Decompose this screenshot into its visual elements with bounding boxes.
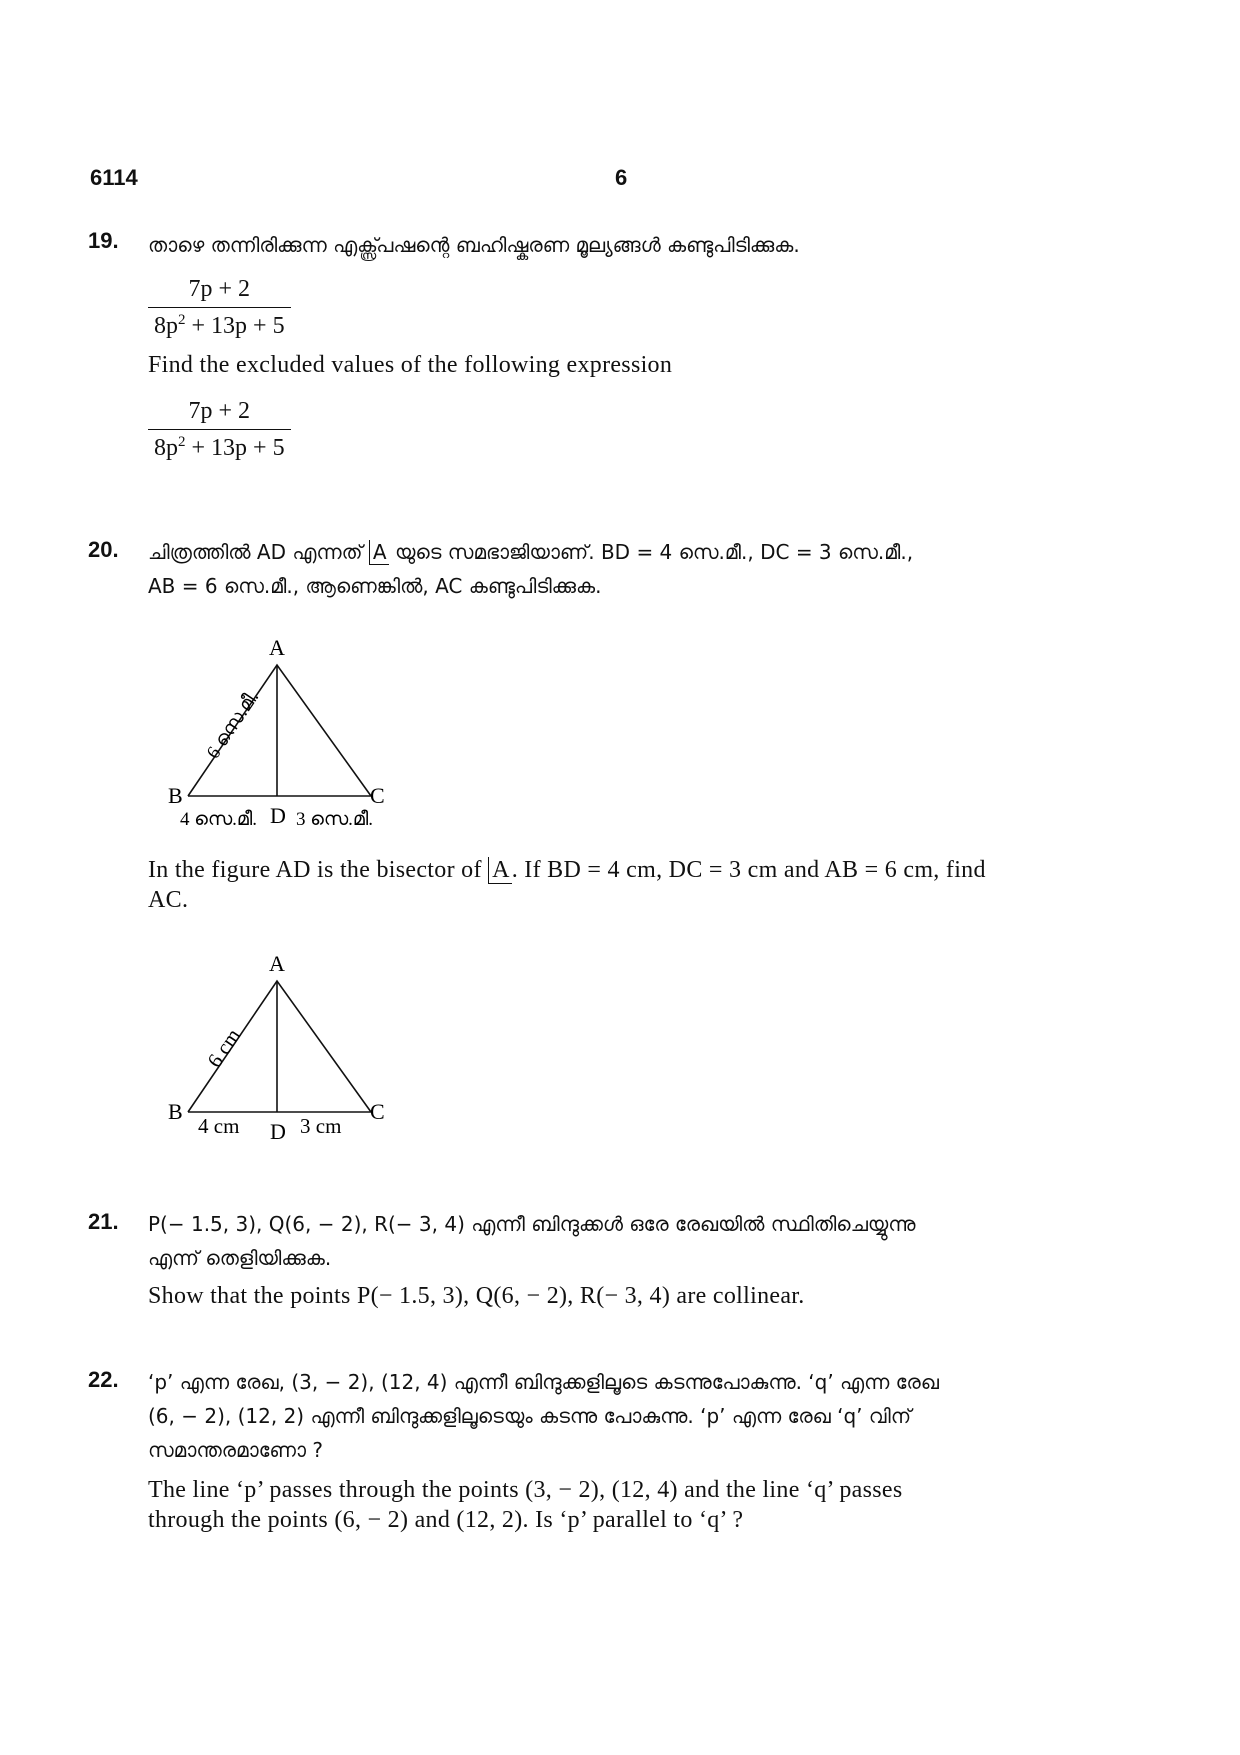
- question-22: [88, 1365, 1100, 1545]
- question-number: 20.: [88, 537, 119, 562]
- question-19: [88, 228, 1100, 478]
- question-text-ml: P(− 1.5, 3), Q(6, − 2), R(− 3, 4) എന്നീ ബിന്ദുക്കൾ ഒരേ രേഖയിൽ സ്ഥിതിചെയ്യുന്നു എന്ന് തെളിയിക്കുക.: [148, 1212, 916, 1270]
- vertex-c: C: [370, 783, 385, 808]
- question-text-en: In the figure AD is the bisector of A. If BD = 4 cm, DC = 3 cm and AB = 6 cm, find AC.: [148, 857, 986, 913]
- label-ab: 6 സെ.മീ.: [202, 687, 264, 763]
- question-number: 22.: [88, 1367, 119, 1392]
- page-number: 6: [615, 165, 628, 190]
- label-dc: 3 സെ.മീ.: [296, 809, 373, 830]
- label-dc: 3 cm: [300, 1114, 342, 1138]
- question-text-ml: ‘p’ എന്ന രേഖ, (3, − 2), (12, 4) എന്നീ ബിന്ദുക്കളിലൂടെ കടന്നുപോകുന്നു. ‘q’ എന്ന രേഖ (6, − 2), (12, 2) എന്നീ ബിന്ദുക്കളിലൂടെയും കടന്നു പോകുന്നു. ‘p’ എന്ന രേഖ ‘q’ വിന് സമാന്തരമാണോ ?: [148, 1370, 939, 1462]
- fraction: [148, 276, 291, 340]
- expression-en: [148, 398, 1100, 462]
- point-d: D: [270, 803, 286, 828]
- vertex-b: B: [168, 783, 183, 808]
- angle-symbol: A: [369, 540, 389, 565]
- label-bd: 4 സെ.മീ.: [180, 809, 257, 830]
- label-ab: 6 cm: [202, 1024, 246, 1072]
- question-21: [88, 1207, 1100, 1317]
- question-text-ml: ചിത്രത്തിൽ AD എന്നത് A യുടെ സമഭാജിയാണ്. BD = 4 സെ.മീ., DC = 3 സെ.മീ., AB = 6 സെ.മീ., ആണെങ്കിൽ, AC കണ്ടുപിടിക്കുക.: [148, 540, 914, 598]
- denominator: $8p^2 + 13p + 5$: [154, 312, 285, 339]
- vertex-c: C: [370, 1099, 385, 1124]
- paper-code: 6114: [90, 165, 138, 190]
- label-bd: 4 cm: [198, 1114, 240, 1138]
- point-d: D: [270, 1119, 286, 1144]
- question-number: 19.: [88, 228, 119, 253]
- page-header: [90, 165, 1150, 195]
- denominator: $8p^2 + 13p + 5$: [154, 434, 285, 461]
- numerator: 7p + 2: [148, 398, 291, 430]
- angle-symbol: A: [488, 857, 512, 884]
- question-20: [88, 535, 1100, 1155]
- question-text-en: Show that the points P(− 1.5, 3), Q(6, − 2), R(− 3, 4) are collinear.: [148, 1283, 805, 1309]
- expression-ml: [148, 276, 1100, 340]
- vertex-a: A: [269, 635, 285, 660]
- fraction: [148, 398, 291, 462]
- numerator: 7p + 2: [148, 276, 291, 308]
- vertex-a: A: [269, 951, 285, 976]
- vertex-b: B: [168, 1099, 183, 1124]
- question-text-en: Find the excluded values of the following expression: [148, 352, 673, 378]
- question-text-en: The line ‘p’ passes through the points (3, − 2), (12, 4) and the line ‘q’ passes through the points (6, − 2) and (12, 2). Is ‘p’ parallel to ‘q’ ?: [148, 1477, 903, 1533]
- triangle-figure-ml: [158, 623, 418, 833]
- triangle-figure-en: [158, 939, 418, 1149]
- question-number: 21.: [88, 1209, 119, 1234]
- question-text-ml: താഴെ തന്നിരിക്കുന്ന എക്സ്പ്രഷന്റെ ബഹിഷ്കരണ മൂല്യങ്ങൾ കണ്ടുപിടിക്കുക.: [148, 233, 800, 257]
